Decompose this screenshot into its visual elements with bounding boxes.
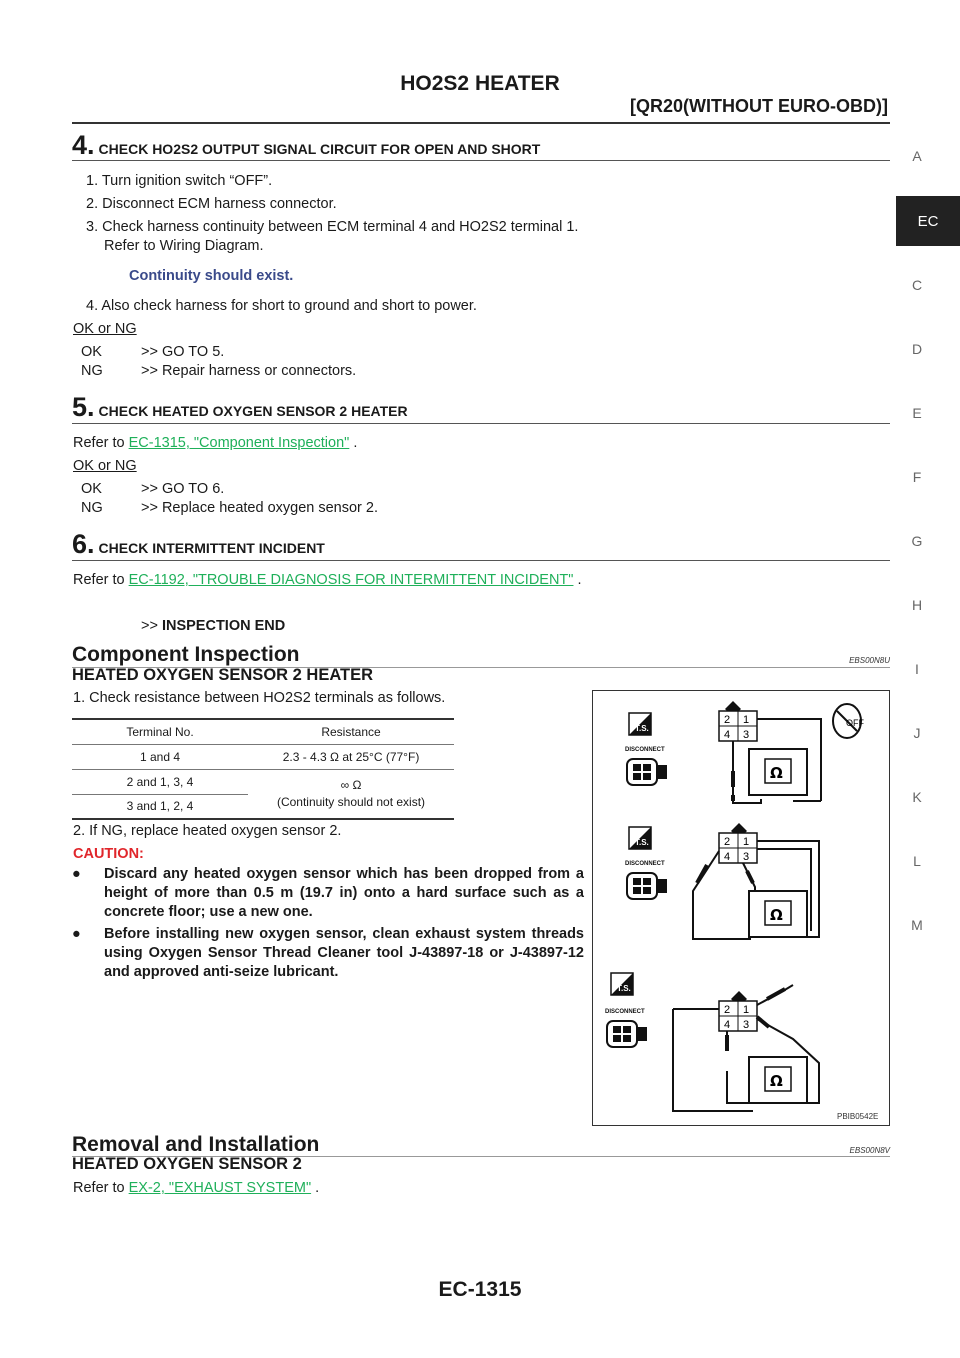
connector-plug-icon <box>627 759 667 785</box>
step-4-ng-label: NG <box>81 363 103 379</box>
step-6-number: 6. <box>72 529 95 559</box>
step-6-end-label: INSPECTION END <box>161 618 286 634</box>
component-item-2: 2. If NG, replace heated oxygen sensor 2. <box>73 823 342 839</box>
component-inspection-title: Component Inspection <box>72 643 300 666</box>
side-index-ec-active[interactable]: EC <box>896 196 960 246</box>
table-cell-terminal: 1 and 4 <box>72 744 248 769</box>
caution-bullet-1 <box>72 865 584 922</box>
pin-label: 2 <box>724 1004 731 1016</box>
inspection-figure <box>592 690 890 1126</box>
step-4-item-3-cont: Refer to Wiring Diagram. <box>104 238 264 254</box>
component-subtitle: HEATED OXYGEN SENSOR 2 HEATER <box>72 666 374 684</box>
step-5-title: CHECK HEATED OXYGEN SENSOR 2 HEATER <box>98 403 408 419</box>
step-4-item-2: 2. Disconnect ECM harness connector. <box>86 196 337 212</box>
step-5-rule <box>72 423 890 424</box>
step-6-title: CHECK INTERMITTENT INCIDENT <box>98 540 325 556</box>
step-6-link[interactable]: EC-1192, "TROUBLE DIAGNOSIS FOR INTERMITTENT INCIDENT" <box>128 572 574 588</box>
pin-label: 1 <box>743 1004 750 1016</box>
step-5-refer-label: Refer to <box>73 435 125 451</box>
table-row <box>72 769 454 794</box>
removal-tail: . <box>315 1180 320 1196</box>
probe-tip <box>747 871 753 883</box>
disconnect-label: DISCONNECT <box>605 1009 645 1015</box>
step-5-tail: . <box>353 435 358 451</box>
table-cell-resistance-merged <box>248 769 454 819</box>
ts-label: T.S. <box>617 984 631 993</box>
caution-bullet-2-text: Before installing new oxygen sensor, clean exhaust system threads using Oxygen Sensor Thread Cleaner tool J-43897-18 or J-43897-12 and approved anti-seize lubricant. <box>104 926 584 980</box>
table-cell-terminal: 3 and 1, 2, 4 <box>72 794 248 819</box>
pin-label: 4 <box>724 729 731 741</box>
side-index-a[interactable]: A <box>912 148 922 164</box>
side-index-e[interactable]: E <box>912 405 922 421</box>
pin-label: 1 <box>743 714 750 726</box>
ts-label: T.S. <box>635 724 649 733</box>
step-4-ok-or-ng: OK or NG <box>73 321 137 337</box>
disconnect-label: DISCONNECT <box>625 861 665 867</box>
removal-code: EBS00N8V <box>849 1146 890 1155</box>
step-6-tail: . <box>577 572 582 588</box>
side-index-d[interactable]: D <box>911 341 923 357</box>
side-index-j[interactable]: J <box>913 725 921 741</box>
step-5-refer <box>73 434 357 453</box>
pin-label: 3 <box>743 729 750 741</box>
step-4-heading <box>72 130 540 161</box>
probe-tip <box>767 989 785 999</box>
connector-plug-icon <box>627 873 667 899</box>
pin-label: 3 <box>743 1019 750 1031</box>
ohm-symbol: Ω <box>770 906 783 924</box>
table-cell-resistance: 2.3 - 4.3 Ω at 25°C (77°F) <box>248 744 454 769</box>
step-4-item-1: 1. Turn ignition switch “OFF”. <box>86 173 273 189</box>
table-header-row <box>72 719 454 744</box>
disconnect-label: DISCONNECT <box>625 747 665 753</box>
ignition-off-icon <box>833 704 864 738</box>
table-header-terminal: Terminal No. <box>72 719 248 744</box>
step-4-item-4: 4. Also check harness for short to ground and short to power. <box>86 298 477 314</box>
probe-tip <box>697 865 707 883</box>
step-6-end <box>141 617 285 636</box>
step-5-link[interactable]: EC-1315, "Component Inspection" <box>128 435 350 451</box>
step-6-heading <box>72 529 325 560</box>
inspection-diagram <box>593 691 889 1125</box>
component-item-1: 1. Check resistance between HO2S2 terminals as follows. <box>73 690 446 706</box>
step-4-ok-action: >> GO TO 5. <box>141 344 225 360</box>
side-index-k[interactable]: K <box>912 789 922 805</box>
step-5-ok-action: >> GO TO 6. <box>141 481 225 497</box>
step-5-number: 5. <box>72 392 95 422</box>
pin-label: 4 <box>724 1019 731 1031</box>
side-index-i[interactable]: I <box>915 661 919 677</box>
header-rule <box>72 122 890 124</box>
step-4-ng-action: >> Repair harness or connectors. <box>141 363 357 379</box>
step-4-title: CHECK HO2S2 OUTPUT SIGNAL CIRCUIT FOR OPEN AND SHORT <box>98 141 541 157</box>
step-6-rule <box>72 560 890 561</box>
pin-label: 4 <box>724 851 731 863</box>
ohm-symbol: Ω <box>770 1072 783 1090</box>
figure-code: PBIB0542E <box>837 1112 879 1121</box>
caution-bullet-2 <box>72 925 584 982</box>
removal-subtitle: HEATED OXYGEN SENSOR 2 <box>72 1155 302 1173</box>
step-6-refer <box>73 571 582 590</box>
resistance-infinity: ∞ Ω <box>340 777 362 792</box>
step-5-ok-or-ng: OK or NG <box>73 458 137 474</box>
ts-label: T.S. <box>635 838 649 847</box>
table-cell-terminal: 2 and 1, 3, 4 <box>72 769 248 794</box>
component-inspection-code: EBS00N8U <box>849 656 890 665</box>
side-index-m[interactable]: M <box>911 917 923 933</box>
removal-title: Removal and Installation <box>72 1133 320 1156</box>
side-index-c[interactable]: C <box>911 277 923 293</box>
table-header-resistance: Resistance <box>248 719 454 744</box>
table-row <box>72 744 454 769</box>
bullet-dot: ● <box>72 866 81 882</box>
step-4-rule <box>72 160 890 161</box>
step-5-ng-label: NG <box>81 500 103 516</box>
pin-label: 2 <box>724 714 731 726</box>
removal-refer <box>73 1179 319 1198</box>
pin-label: 2 <box>724 836 731 848</box>
caution-label: CAUTION: <box>73 846 144 862</box>
removal-link[interactable]: EX-2, "EXHAUST SYSTEM" <box>128 1180 312 1196</box>
step-5-ok-label: OK <box>81 481 102 497</box>
page-subtitle: [QR20(WITHOUT EURO-OBD)] <box>630 96 888 116</box>
step-4-number: 4. <box>72 130 95 160</box>
removal-refer-label: Refer to <box>73 1180 125 1196</box>
page-number: EC-1315 <box>438 1278 522 1301</box>
ohm-symbol: Ω <box>770 764 783 782</box>
step-5-heading <box>72 392 408 423</box>
step-6-end-prefix: >> <box>141 618 158 634</box>
side-index-g[interactable]: G <box>911 533 923 549</box>
resistance-no-continuity: (Continuity should not exist) <box>276 794 426 809</box>
pin-label: 3 <box>743 851 750 863</box>
side-index-f[interactable]: F <box>912 469 922 485</box>
probe-wire <box>733 799 761 803</box>
pin-label: 1 <box>743 836 750 848</box>
side-index-h[interactable]: H <box>911 597 923 613</box>
resistance-table <box>72 718 454 820</box>
connector-plug-icon <box>607 1021 647 1047</box>
step-4-item-3: 3. Check harness continuity between ECM terminal 4 and HO2S2 terminal 1. <box>86 219 579 235</box>
probe-wire <box>693 851 751 939</box>
step-5-ng-action: >> Replace heated oxygen sensor 2. <box>141 500 378 516</box>
off-label: OFF <box>846 718 864 728</box>
caution-bullet-1-text: Discard any heated oxygen sensor which has been dropped from a height of more than 0.5 m (19.7 in) onto a hard surface such as a concrete floor; use a new one. <box>104 866 584 920</box>
step-4-spec: Continuity should exist. <box>129 268 294 284</box>
page-title: HO2S2 HEATER <box>400 72 560 95</box>
step-4-ok-label: OK <box>81 344 102 360</box>
bullet-dot: ● <box>72 926 81 942</box>
side-index-l[interactable]: L <box>913 853 921 869</box>
step-6-refer-label: Refer to <box>73 572 125 588</box>
probe-tip <box>757 1017 769 1027</box>
